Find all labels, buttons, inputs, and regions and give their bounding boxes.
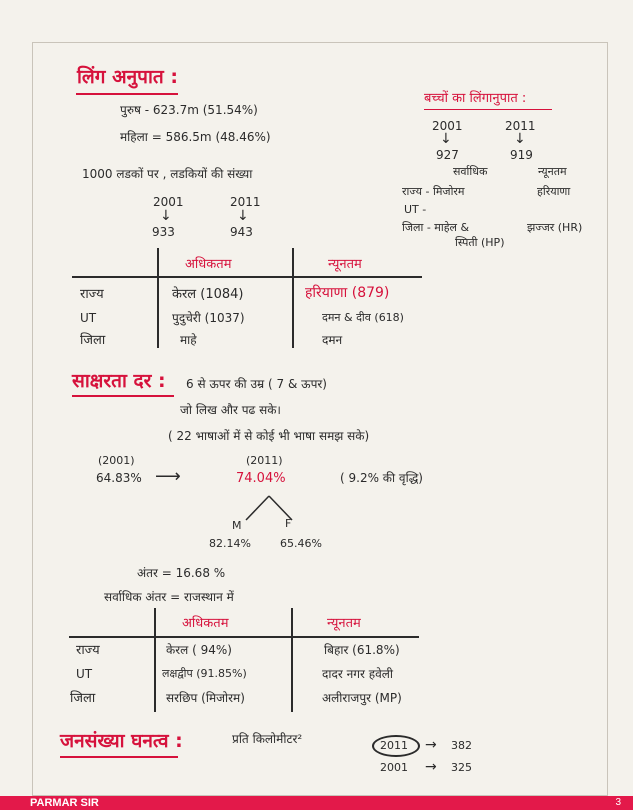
col-min-header: न्यूनतम <box>327 616 361 631</box>
sex-ratio-heading: लिंग अनुपात : <box>77 66 178 88</box>
district-max: माहे <box>180 333 197 347</box>
density-y2001: 2001 <box>380 761 408 774</box>
year-2001: 2001 <box>153 195 184 209</box>
row-label-state: राज्य <box>80 287 104 302</box>
table-divider <box>291 608 293 712</box>
child-row-district-2: स्पिती (HP) <box>455 236 505 249</box>
child-year-2011: 2011 <box>505 119 536 133</box>
literacy-y2011: (2011) <box>246 454 283 467</box>
literacy-growth: ( 9.2% की वृद्धि) <box>340 471 423 485</box>
child-value-2001: 927 <box>436 148 459 162</box>
table-divider <box>72 276 422 278</box>
heading-underline <box>76 93 178 95</box>
row-label-state: राज्य <box>76 643 100 658</box>
child-row-state-min: हरियाणा <box>537 185 571 198</box>
male-stat: पुरुष - 623.7m (51.54%) <box>120 103 258 117</box>
literacy-y2001: (2001) <box>98 454 135 467</box>
per-1000-label: 1000 लडकों पर , लडकियों की संख्या <box>82 167 253 181</box>
child-ratio-heading: बच्चों का लिंगानुपात : <box>424 91 527 106</box>
max-gap: सर्वाधिक अंतर = राजस्थान में <box>104 590 234 604</box>
heading-underline <box>60 756 178 758</box>
ut-max: पुदुचेरी (1037) <box>172 311 245 325</box>
literacy-line3: ( 22 भाषाओं में से कोई भी भाषा समझ सके) <box>168 429 370 443</box>
density-heading: जनसंख्या घनत्व : <box>60 730 183 752</box>
footer-bar <box>0 796 633 810</box>
year-2011: 2011 <box>230 195 261 209</box>
literacy-heading: साक्षरता दर : <box>72 370 166 392</box>
value-2011: 943 <box>230 225 253 239</box>
heading-underline <box>424 109 552 110</box>
value-2001: 933 <box>152 225 175 239</box>
down-arrow-icon: ↓ <box>160 208 172 224</box>
heading-underline <box>72 395 174 397</box>
density-unit: प्रति किलोमीटर² <box>232 732 303 746</box>
district-max: सरछिप (मिजोरम) <box>166 691 245 705</box>
state-max: केरल ( 94%) <box>166 643 232 657</box>
state-max: केरल (1084) <box>172 287 244 302</box>
district-min: अलीराजपुर (MP) <box>322 691 402 705</box>
female-literacy: 65.46% <box>280 537 322 550</box>
ut-min: दादर नगर हवेली <box>322 667 394 681</box>
row-label-district: जिला <box>80 333 106 348</box>
down-arrow-icon: ↓ <box>440 131 452 147</box>
ut-min: दमन & दीव (618) <box>322 311 404 324</box>
child-row-ut: UT - <box>404 203 427 216</box>
district-min: दमन <box>322 333 343 347</box>
density-v2001: 325 <box>451 761 472 774</box>
footer-brand: PARMAR SIR <box>30 797 99 809</box>
ut-max: लक्षद्वीप (91.85%) <box>162 667 247 680</box>
table-divider <box>157 248 159 348</box>
down-arrow-icon: ↓ <box>514 131 526 147</box>
child-row-state: राज्य - मिजोरम <box>402 185 465 198</box>
page-number: 3 <box>615 797 621 808</box>
literacy-v2001: 64.83% <box>96 471 142 485</box>
female-stat: महिला = 586.5m (48.46%) <box>120 130 271 144</box>
child-year-2001: 2001 <box>432 119 463 133</box>
child-row-district: जिला - माहेल & <box>402 221 470 234</box>
row-label-district: जिला <box>70 691 96 706</box>
child-col-min: न्यूनतम <box>538 165 567 178</box>
down-arrow-icon: ↓ <box>237 208 249 224</box>
male-literacy: 82.14% <box>209 537 251 550</box>
male-label: M <box>232 519 242 532</box>
density-y2011: 2011 <box>380 739 408 752</box>
literacy-line1: 6 से ऊपर की उम्र ( 7 & ऊपर) <box>186 377 327 391</box>
right-arrow-icon: → <box>425 737 437 753</box>
state-min: हरियाणा (879) <box>305 285 390 301</box>
col-max-header: अधिकतम <box>185 257 232 272</box>
row-label-ut: UT <box>76 667 93 681</box>
child-row-district-min: झज्जर (HR) <box>527 221 583 234</box>
literacy-v2011: 74.04% <box>236 471 286 486</box>
child-value-2011: 919 <box>510 148 533 162</box>
gap-value: अंतर = 16.68 % <box>137 566 226 580</box>
col-max-header: अधिकतम <box>182 616 229 631</box>
row-label-ut: UT <box>80 311 97 325</box>
state-min: बिहार (61.8%) <box>324 643 400 657</box>
density-v2011: 382 <box>451 739 472 752</box>
literacy-line2: जो लिख और पढ सके। <box>180 403 281 417</box>
col-min-header: न्यूनतम <box>328 257 362 272</box>
table-divider <box>292 248 294 348</box>
table-divider <box>69 636 419 638</box>
table-divider <box>154 608 156 712</box>
child-col-max: सर्वाधिक <box>453 165 488 178</box>
right-arrow-icon: → <box>425 759 437 775</box>
right-arrow-icon: ⟶ <box>155 466 181 487</box>
female-label: F <box>285 517 292 530</box>
